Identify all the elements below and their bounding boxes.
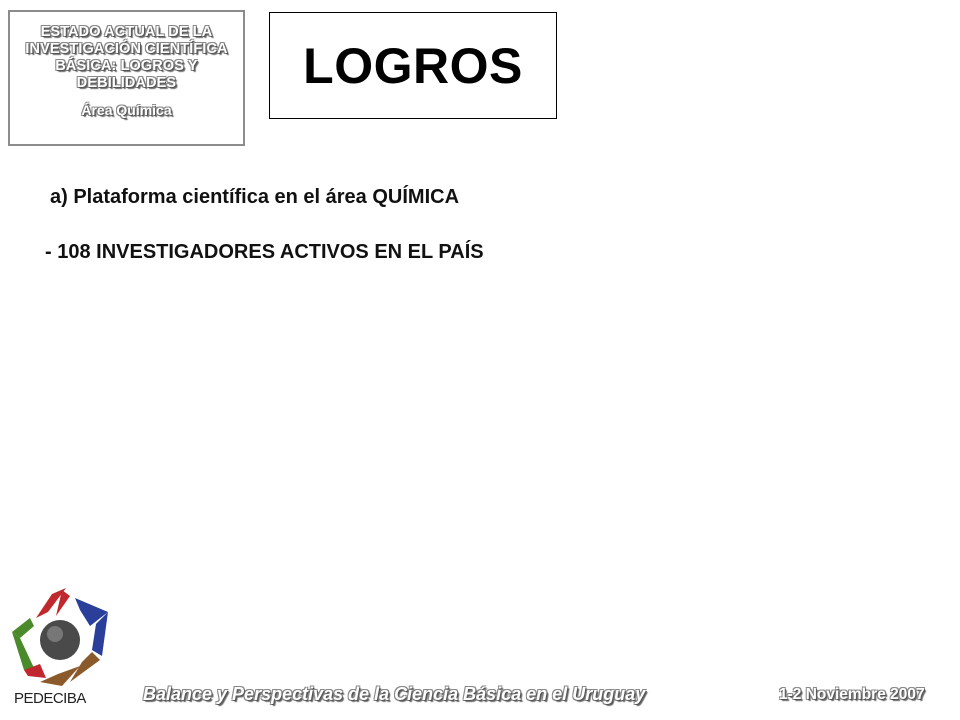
header-title: ESTADO ACTUAL DE LA INVESTIGACIÓN CIENTÍFICA BÁSICA: LOGROS Y DEBILIDADES [25,24,228,91]
footer-event: Balance y Perspectivas de la Ciencia Básica en el Uruguay [143,684,646,704]
header-box [8,10,245,146]
header-subtitle: Área Química [81,102,172,118]
title-box [269,12,557,119]
logo-label: PEDECIBA [14,690,86,707]
footer-date: 1-2 Noviembre 2007 [779,686,925,703]
content-line-2: - 108 INVESTIGADORES ACTIVOS EN EL PAÍS [45,241,484,263]
slide-title: LOGROS [303,37,523,94]
content-line-1: a) Plataforma científica en el área QUÍMICA [50,186,460,208]
